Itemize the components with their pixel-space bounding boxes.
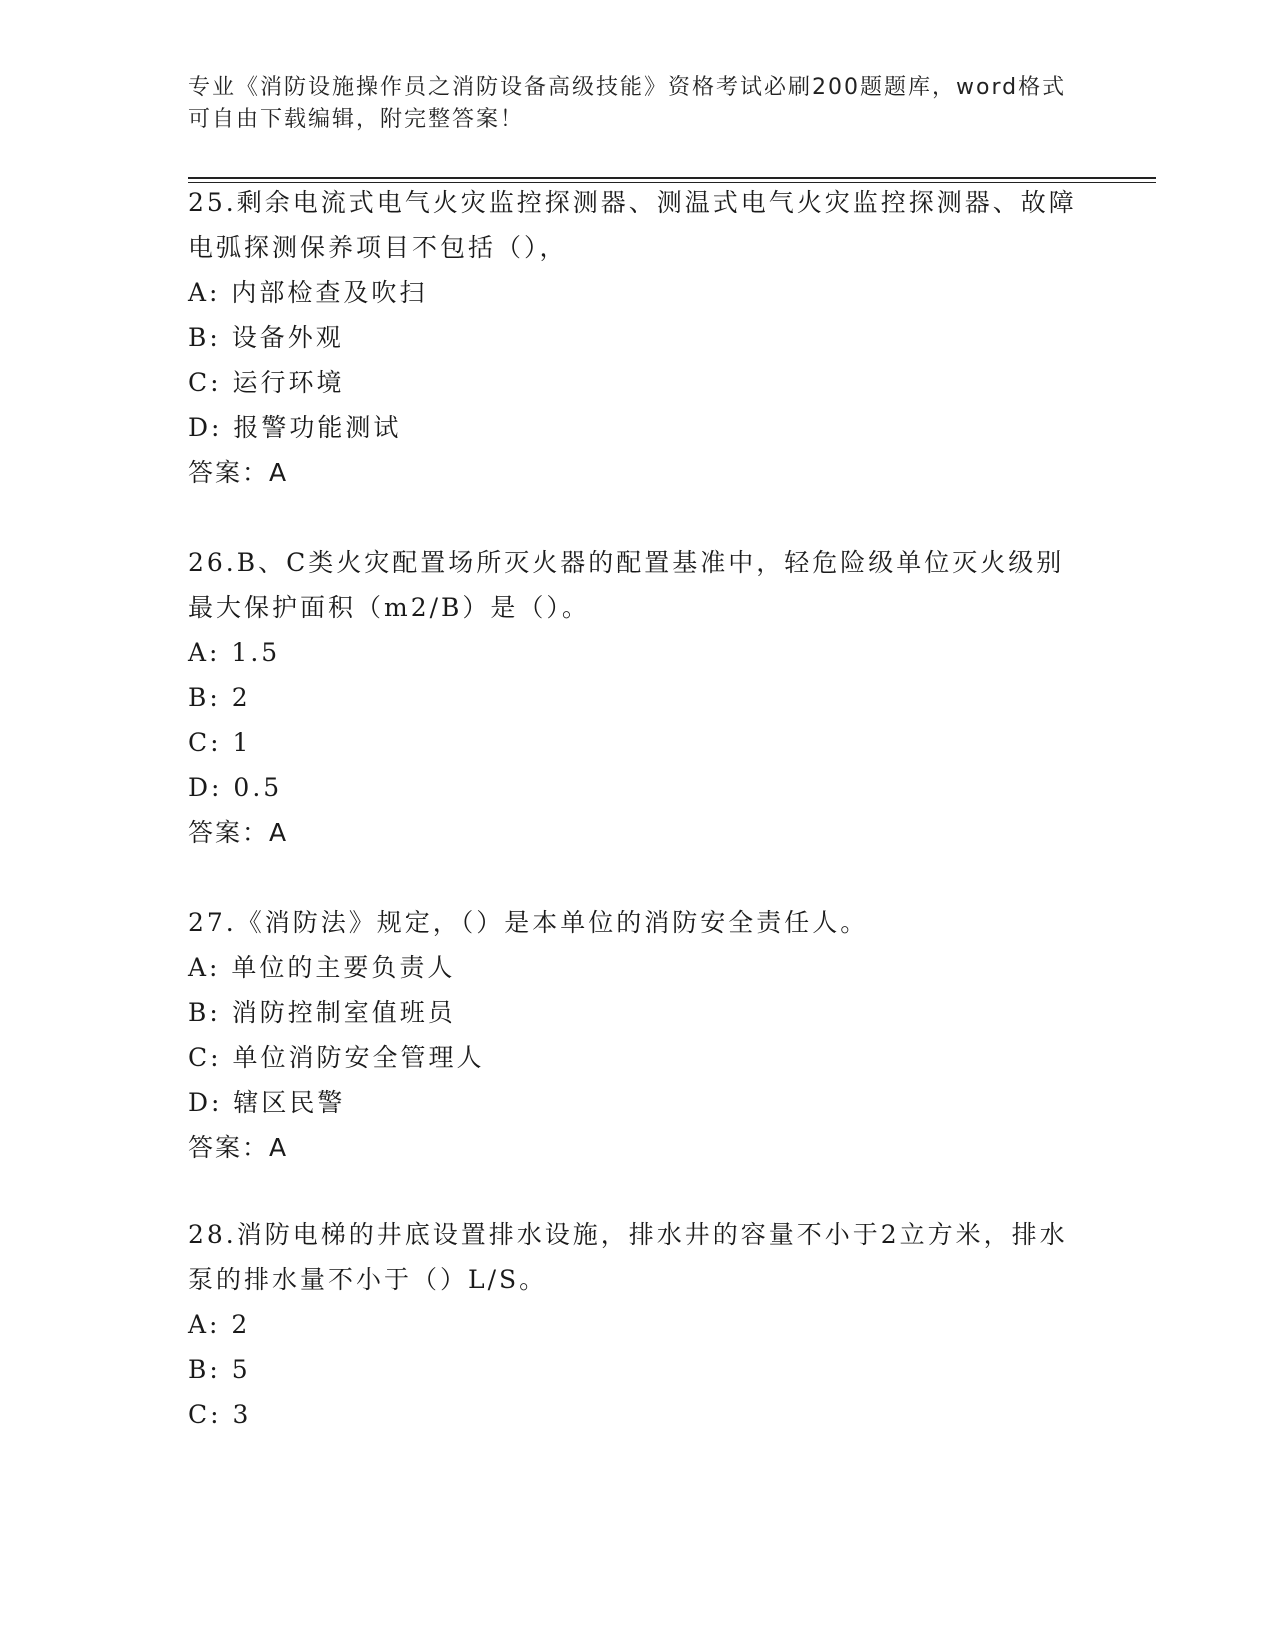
question-stem: 25.剩余电流式电气火灾监控探测器、测温式电气火灾监控探测器、故障电弧探测保养项目不包括（）， [188, 188, 1077, 262]
option-a: A: 内部检查及吹扫 [188, 278, 428, 307]
header-rule-thick [188, 177, 1156, 179]
option-b: B: 设备外观 [188, 323, 344, 352]
option-b: B: 5 [188, 1355, 251, 1384]
option-c: C: 1 [188, 728, 252, 757]
question-27 [188, 900, 1088, 1170]
option-c: C: 3 [188, 1400, 252, 1429]
option-a: A: 1.5 [188, 638, 281, 667]
document-header: 专业《消防设施操作员之消防设备高级技能》资格考试必刷200题题库，word格式可自由下载编辑，附完整答案！ [188, 75, 1067, 132]
option-c: C: 运行环境 [188, 368, 345, 397]
question-26 [188, 540, 1088, 855]
option-c: C: 单位消防安全管理人 [188, 1043, 485, 1072]
option-b: B: 消防控制室值班员 [188, 998, 456, 1027]
answer: 答案：A [188, 818, 289, 847]
question-28 [188, 1212, 1088, 1437]
option-a: A: 单位的主要负责人 [188, 953, 456, 982]
question-25 [188, 180, 1088, 495]
question-stem: 26.B、C类火灾配置场所灭火器的配置基准中，轻危险级单位灭火级别最大保护面积（m2/B）是（）。 [188, 548, 1065, 622]
option-d: D: 辖区民警 [188, 1088, 346, 1117]
option-b: B: 2 [188, 683, 251, 712]
option-d: D: 0.5 [188, 773, 283, 802]
question-stem: 27.《消防法》规定，（）是本单位的消防安全责任人。 [188, 908, 869, 937]
question-stem: 28.消防电梯的井底设置排水设施，排水井的容量不小于2立方米，排水泵的排水量不小于（）L/S。 [188, 1220, 1068, 1294]
answer: 答案：A [188, 458, 289, 487]
option-a: A: 2 [188, 1310, 251, 1339]
answer: 答案：A [188, 1133, 289, 1162]
option-d: D: 报警功能测试 [188, 413, 402, 442]
